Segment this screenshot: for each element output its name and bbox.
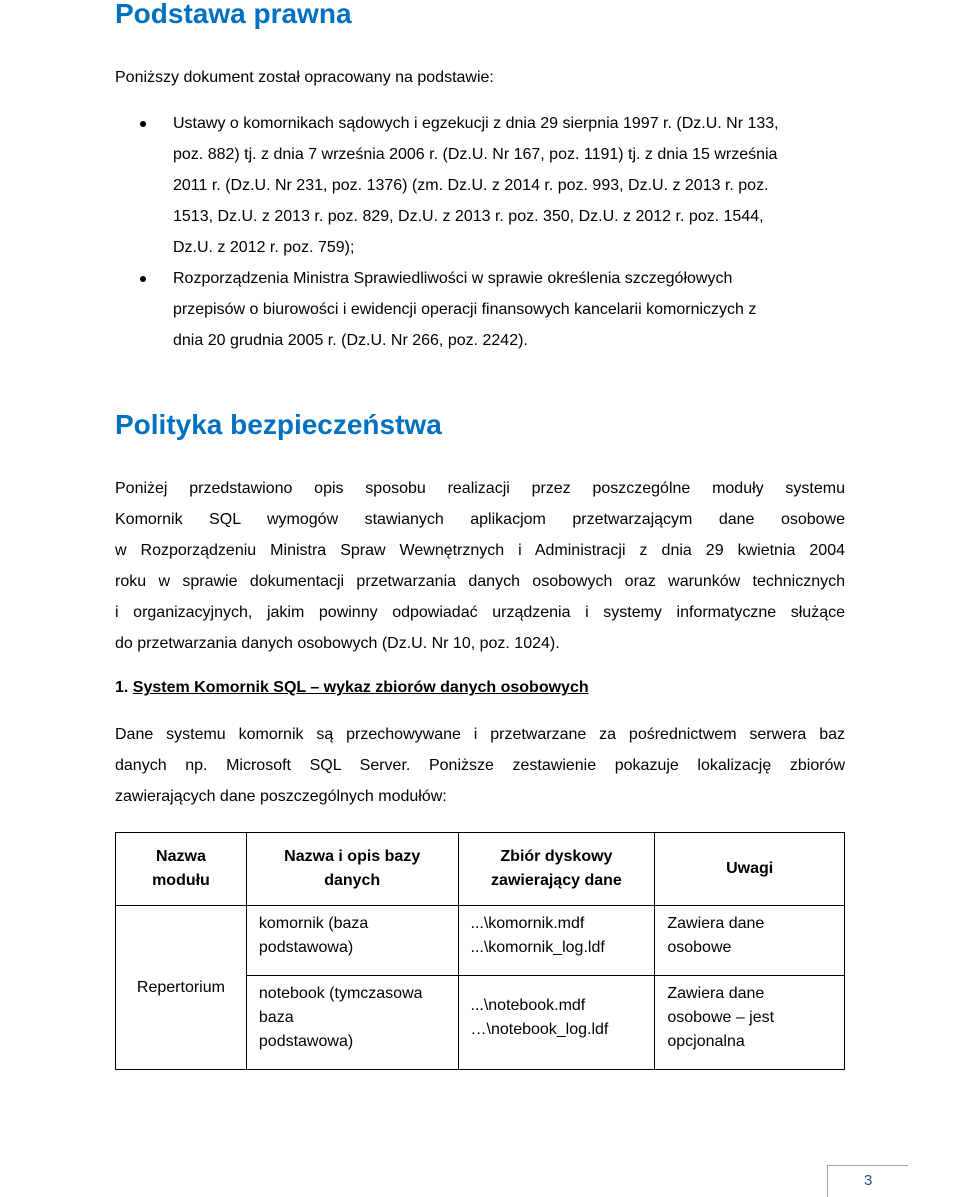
cell-line: ...\komornik.mdf xyxy=(470,915,585,932)
subsection-paragraph xyxy=(115,719,845,812)
cell-files xyxy=(458,906,655,976)
cell-line: …\notebook_log.ldf xyxy=(470,1021,609,1038)
cell-line: podstawowa) xyxy=(258,939,354,956)
cell-line: osobowe xyxy=(667,939,732,956)
page-number: 3 xyxy=(864,1172,873,1189)
cell-line: notebook (tymczasowa xyxy=(258,985,423,1002)
header-line: modułu xyxy=(152,872,210,889)
header-module-name xyxy=(116,833,247,906)
paragraph-line: Komornik SQL wymogów stawianych aplikacjom przetwarzającym dane osobowe xyxy=(115,511,845,528)
subsection-heading xyxy=(115,676,589,700)
cell-line: komornik (baza xyxy=(258,915,369,932)
header-line: Zbiór dyskowy xyxy=(500,848,613,865)
legal-basis-list xyxy=(115,108,845,356)
paragraph-line: w Rozporządzeniu Ministra Spraw Wewnętrznych i Administracji z dnia 29 kwietnia 2004 xyxy=(115,542,845,559)
header-database-name xyxy=(246,833,458,906)
module-name: Repertorium xyxy=(136,978,225,996)
header-line: Nazwa xyxy=(156,848,206,865)
bullet-icon xyxy=(140,276,146,282)
cell-line: ...\komornik_log.ldf xyxy=(470,939,605,956)
paragraph-line: do przetwarzania danych osobowych (Dz.U. Nr 10, poz. 1024). xyxy=(115,635,560,652)
cell-line: opcjonalna xyxy=(667,1033,745,1050)
header-line: zawierający dane xyxy=(491,872,622,889)
table-header-row xyxy=(116,833,845,906)
header-line: danych xyxy=(324,872,381,889)
data-sets-table xyxy=(115,832,845,1070)
paragraph-line: Poniżej przedstawiono opis sposobu realizacji przez poszczególne moduły systemu xyxy=(115,480,845,497)
bullet-icon xyxy=(140,121,146,127)
cell-line: osobowe – jest xyxy=(667,1009,775,1026)
cell-line: baza xyxy=(258,1009,294,1026)
paragraph-line: i organizacyjnych, jakim powinny odpowiadać urządzenia i systemy informatyczne służące xyxy=(115,604,845,621)
subsection-title: System Komornik SQL – wykaz zbiorów danych osobowych xyxy=(132,679,589,696)
section-title-security-policy: Polityka bezpieczeństwa xyxy=(115,409,442,440)
cell-notes xyxy=(655,976,845,1070)
header-line: Nazwa i opis bazy xyxy=(284,848,421,865)
list-line: poz. 882) tj. z dnia 7 września 2006 r. (Dz.U. Nr 167, poz. 1191) tj. z dnia 15 września xyxy=(173,146,778,163)
paragraph-line: roku w sprawie dokumentacji przetwarzania danych osobowych oraz warunków technicznych xyxy=(115,573,845,590)
list-line: Rozporządzenia Ministra Sprawiedliwości w sprawie określenia szczegółowych xyxy=(173,270,733,287)
cell-line: ...\notebook.mdf xyxy=(470,997,586,1014)
list-line: 2011 r. (Dz.U. Nr 231, poz. 1376) (zm. Dz.U. z 2014 r. poz. 993, Dz.U. z 2013 r. poz. xyxy=(173,177,769,194)
cell-line: podstawowa) xyxy=(258,1033,354,1050)
paragraph-line: danych np. Microsoft SQL Server. Poniższe zestawienie pokazuje lokalizację zbiorów xyxy=(115,757,845,774)
paragraph-line: zawierających dane poszczególnych modułów: xyxy=(115,788,447,805)
table-row xyxy=(116,906,845,976)
list-item-regulation xyxy=(115,263,845,356)
section-title-legal-basis: Podstawa prawna xyxy=(115,0,352,29)
cell-line: Zawiera dane xyxy=(667,985,765,1002)
cell-database xyxy=(246,976,458,1070)
legal-basis-intro: Poniższy dokument został opracowany na podstawie: xyxy=(115,69,494,86)
header-notes xyxy=(655,833,845,906)
subsection-number: 1. xyxy=(115,679,129,696)
list-line: dnia 20 grudnia 2005 r. (Dz.U. Nr 266, poz. 2242). xyxy=(173,332,528,349)
cell-notes xyxy=(655,906,845,976)
header-line: Uwagi xyxy=(726,860,774,877)
cell-line: Zawiera dane xyxy=(667,915,765,932)
list-line: przepisów o biurowości i ewidencji operacji finansowych kancelarii komorniczych z xyxy=(173,301,757,318)
cell-files xyxy=(458,976,655,1070)
list-line: 1513, Dz.U. z 2013 r. poz. 829, Dz.U. z 2013 r. poz. 350, Dz.U. z 2012 r. poz. 1544, xyxy=(173,208,764,225)
cell-module xyxy=(116,906,247,1070)
header-disk-file xyxy=(458,833,655,906)
cell-database xyxy=(246,906,458,976)
paragraph-line: Dane systemu komornik są przechowywane i przetwarzane za pośrednictwem serwera baz xyxy=(115,726,845,743)
security-policy-paragraph xyxy=(115,473,845,659)
list-item-act xyxy=(115,108,845,263)
list-line: Ustawy o komornikach sądowych i egzekucji z dnia 29 sierpnia 1997 r. (Dz.U. Nr 133, xyxy=(173,115,779,132)
list-line: Dz.U. z 2012 r. poz. 759); xyxy=(173,239,355,256)
page-number-box xyxy=(827,1165,908,1197)
